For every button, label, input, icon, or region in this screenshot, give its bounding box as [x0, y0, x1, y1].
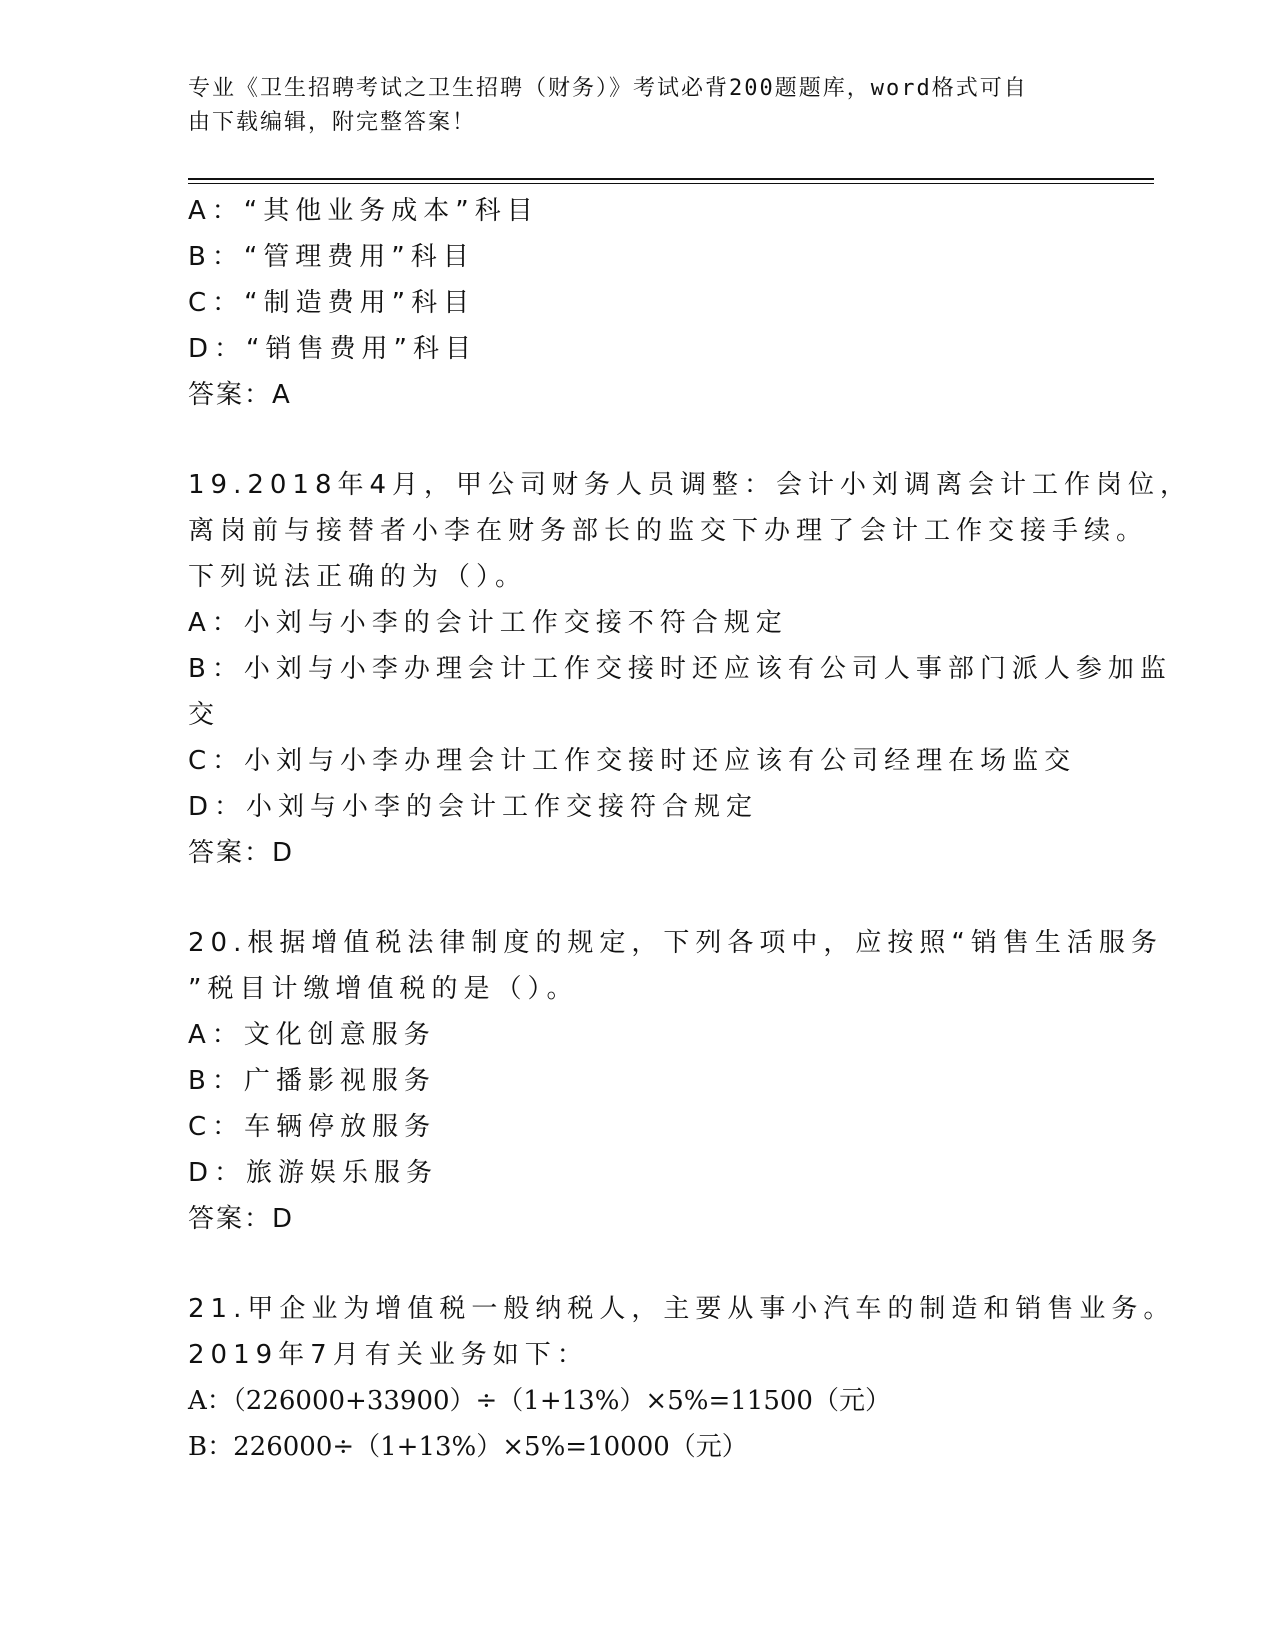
- q20-option-c: C：车辆停放服务: [188, 1112, 437, 1142]
- q21-option-a: A：（226000+33900）÷（1+13%）×5%=11500（元）: [188, 1386, 891, 1416]
- q20-stem-line-2: ”税目计缴增值税的是（）。: [188, 974, 579, 1004]
- q20-answer: 答案：D: [188, 1204, 295, 1234]
- q21-option-b: B：226000÷（1+13%）×5%=10000（元）: [188, 1432, 748, 1462]
- q18-answer: 答案：A: [188, 380, 292, 410]
- q19-stem-line-1: 19.2018年4月，甲公司财务人员调整：会计小刘调离会计工作岗位，: [188, 470, 1193, 500]
- header-line-2: 由下载编辑，附完整答案！: [188, 110, 477, 135]
- q20-option-a: A：文化创意服务: [188, 1020, 436, 1050]
- q18-option-b: B：“管理费用”科目: [188, 242, 475, 272]
- q18-option-c: C：“制造费用”科目: [188, 288, 476, 318]
- header-divider-bottom: [188, 183, 1154, 184]
- question-spacer: [188, 418, 1088, 462]
- q19-option-c: C：小刘与小李办理会计工作交接时还应该有公司经理在场监交: [188, 746, 1077, 776]
- header-line-1: 专业《卫生招聘考试之卫生招聘（财务）》考试必背200题题库，word格式可自: [188, 76, 1028, 101]
- q21-stem-line-1: 21.甲企业为增值税一般纳税人，主要从事小汽车的制造和销售业务。: [188, 1294, 1176, 1324]
- q19-option-a: A：小刘与小李的会计工作交接不符合规定: [188, 608, 788, 638]
- q19-stem-line-2: 离岗前与接替者小李在财务部长的监交下办理了会计工作交接手续。: [188, 516, 1149, 546]
- question-spacer: [188, 876, 1088, 920]
- q19-option-b-line-2: 交: [188, 700, 221, 730]
- q20-option-b: B：广播影视服务: [188, 1066, 436, 1096]
- q19-answer: 答案：D: [188, 838, 295, 868]
- q18-option-a: A：“其他业务成本”科目: [188, 196, 539, 226]
- question-content: [188, 188, 1193, 1470]
- q20-option-d: D：旅游娱乐服务: [188, 1158, 439, 1188]
- question-spacer: [188, 1242, 1088, 1286]
- q19-option-b-line-1: B：小刘与小李办理会计工作交接时还应该有公司人事部门派人参加监: [188, 654, 1172, 684]
- q18-option-d: D：“销售费用”科目: [188, 334, 477, 364]
- q19-stem-line-3: 下列说法正确的为（）。: [188, 562, 528, 592]
- q21-stem-line-2: 2019年7月有关业务如下：: [188, 1340, 589, 1370]
- q20-stem-line-1: 20.根据增值税法律制度的规定，下列各项中，应按照“销售生活服务: [188, 928, 1163, 958]
- document-header: [188, 72, 1068, 140]
- header-divider-top: [188, 178, 1154, 180]
- q19-option-d: D：小刘与小李的会计工作交接符合规定: [188, 792, 759, 822]
